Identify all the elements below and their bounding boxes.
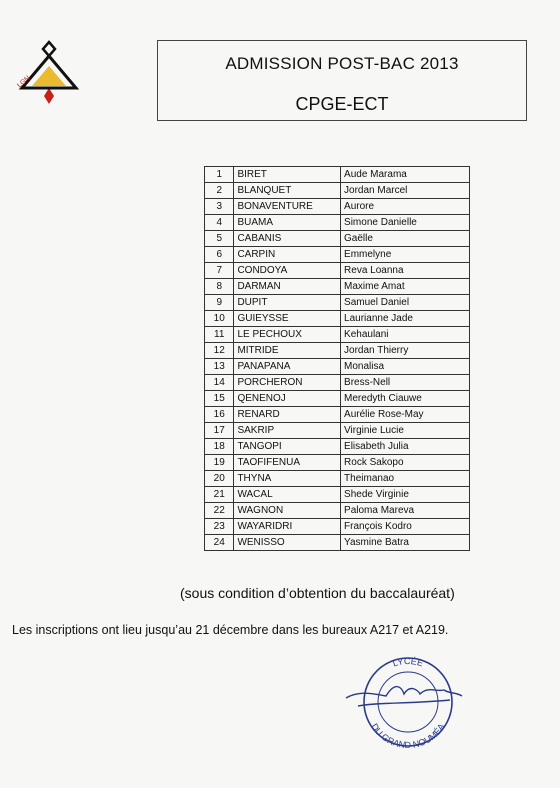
cell-last: GUIEYSSE (234, 311, 341, 327)
table-row (205, 455, 470, 471)
cell-first: Simone Danielle (341, 215, 470, 231)
cell-num: 14 (205, 375, 234, 391)
cell-last: BUAMA (234, 215, 341, 231)
cell-first: Aurore (341, 199, 470, 215)
cell-first: Elisabeth Julia (341, 439, 470, 455)
cell-first: Meredyth Ciauwe (341, 391, 470, 407)
cell-first: Aude Marama (341, 167, 470, 183)
cell-num: 4 (205, 215, 234, 231)
cell-last: TANGOPI (234, 439, 341, 455)
cell-last: QENENOJ (234, 391, 341, 407)
cell-num: 22 (205, 503, 234, 519)
svg-text:LYCÉE (391, 656, 424, 669)
cell-num: 8 (205, 279, 234, 295)
table-row (205, 359, 470, 375)
table-row (205, 167, 470, 183)
cell-last: RENARD (234, 407, 341, 423)
cell-num: 7 (205, 263, 234, 279)
cell-first: Jordan Marcel (341, 183, 470, 199)
cell-num: 6 (205, 247, 234, 263)
cell-num: 12 (205, 343, 234, 359)
cell-first: François Kodro (341, 519, 470, 535)
cell-last: SAKRIP (234, 423, 341, 439)
table-row (205, 263, 470, 279)
cell-last: WAGNON (234, 503, 341, 519)
cell-first: Laurianne Jade (341, 311, 470, 327)
table-row (205, 279, 470, 295)
cell-num: 23 (205, 519, 234, 535)
cell-last: WACAL (234, 487, 341, 503)
table-row (205, 183, 470, 199)
stamp-bottom-text: DU GRAND NOUMÉA (369, 721, 447, 750)
official-stamp (340, 650, 470, 750)
school-logo-icon (14, 40, 84, 110)
cell-first: Bress-Nell (341, 375, 470, 391)
cell-last: PANAPANA (234, 359, 341, 375)
cell-num: 2 (205, 183, 234, 199)
cell-first: Emmelyne (341, 247, 470, 263)
cell-first: Virginie Lucie (341, 423, 470, 439)
cell-last: LE PECHOUX (234, 327, 341, 343)
cell-first: Shede Virginie (341, 487, 470, 503)
table-row (205, 295, 470, 311)
cell-last: BLANQUET (234, 183, 341, 199)
cell-first: Yasmine Batra (341, 535, 470, 551)
cell-num: 9 (205, 295, 234, 311)
table-row (205, 391, 470, 407)
cell-last: BIRET (234, 167, 341, 183)
table-row (205, 423, 470, 439)
cell-last: MITRIDE (234, 343, 341, 359)
stamp-top-text: LYCÉE (391, 655, 425, 669)
table-row (205, 311, 470, 327)
table-row (205, 535, 470, 551)
cell-first: Aurélie Rose-May (341, 407, 470, 423)
table-row (205, 247, 470, 263)
logo-text: LGN (16, 74, 32, 90)
cell-last: CARPIN (234, 247, 341, 263)
cell-first: Samuel Daniel (341, 295, 470, 311)
admission-table (204, 166, 470, 551)
cell-num: 3 (205, 199, 234, 215)
cell-first: Rock Sakopo (341, 455, 470, 471)
table-row (205, 487, 470, 503)
cell-num: 24 (205, 535, 234, 551)
table-row (205, 471, 470, 487)
cell-last: THYNA (234, 471, 341, 487)
inscriptions-note: Les inscriptions ont lieu jusqu’au 21 décembre dans les bureaux A217 et A219. (12, 623, 449, 637)
table-row (205, 215, 470, 231)
cell-first: Monalisa (341, 359, 470, 375)
table-row (205, 439, 470, 455)
cell-num: 18 (205, 439, 234, 455)
cell-num: 15 (205, 391, 234, 407)
cell-last: DUPIT (234, 295, 341, 311)
cell-last: CONDOYA (234, 263, 341, 279)
cell-num: 1 (205, 167, 234, 183)
page-title: ADMISSION POST-BAC 2013 (225, 54, 459, 73)
svg-text:DU GRAND NOUMÉA (369, 722, 446, 750)
cell-first: Gaëlle (341, 231, 470, 247)
table-row (205, 519, 470, 535)
table-row (205, 375, 470, 391)
cell-last: BONAVENTURE (234, 199, 341, 215)
cell-num: 13 (205, 359, 234, 375)
cell-num: 10 (205, 311, 234, 327)
cell-last: DARMAN (234, 279, 341, 295)
cell-first: Jordan Thierry (341, 343, 470, 359)
cell-num: 11 (205, 327, 234, 343)
table-row (205, 407, 470, 423)
cell-first: Theimanao (341, 471, 470, 487)
cell-num: 17 (205, 423, 234, 439)
cell-first: Maxime Amat (341, 279, 470, 295)
cell-last: WENISSO (234, 535, 341, 551)
cell-first: Reva Loanna (341, 263, 470, 279)
table-row (205, 503, 470, 519)
cell-first: Kehaulani (341, 327, 470, 343)
cell-last: PORCHERON (234, 375, 341, 391)
title-box (157, 40, 527, 121)
table-row (205, 231, 470, 247)
condition-note: (sous condition d’obtention du baccalauréat) (180, 585, 455, 601)
page-subtitle: CPGE-ECT (295, 94, 389, 114)
cell-last: TAOFIFENUA (234, 455, 341, 471)
cell-num: 20 (205, 471, 234, 487)
cell-first: Paloma Mareva (341, 503, 470, 519)
cell-num: 19 (205, 455, 234, 471)
table-row (205, 199, 470, 215)
cell-num: 5 (205, 231, 234, 247)
cell-num: 21 (205, 487, 234, 503)
table-row (205, 327, 470, 343)
table-row (205, 343, 470, 359)
cell-last: CABANIS (234, 231, 341, 247)
cell-num: 16 (205, 407, 234, 423)
cell-last: WAYARIDRI (234, 519, 341, 535)
